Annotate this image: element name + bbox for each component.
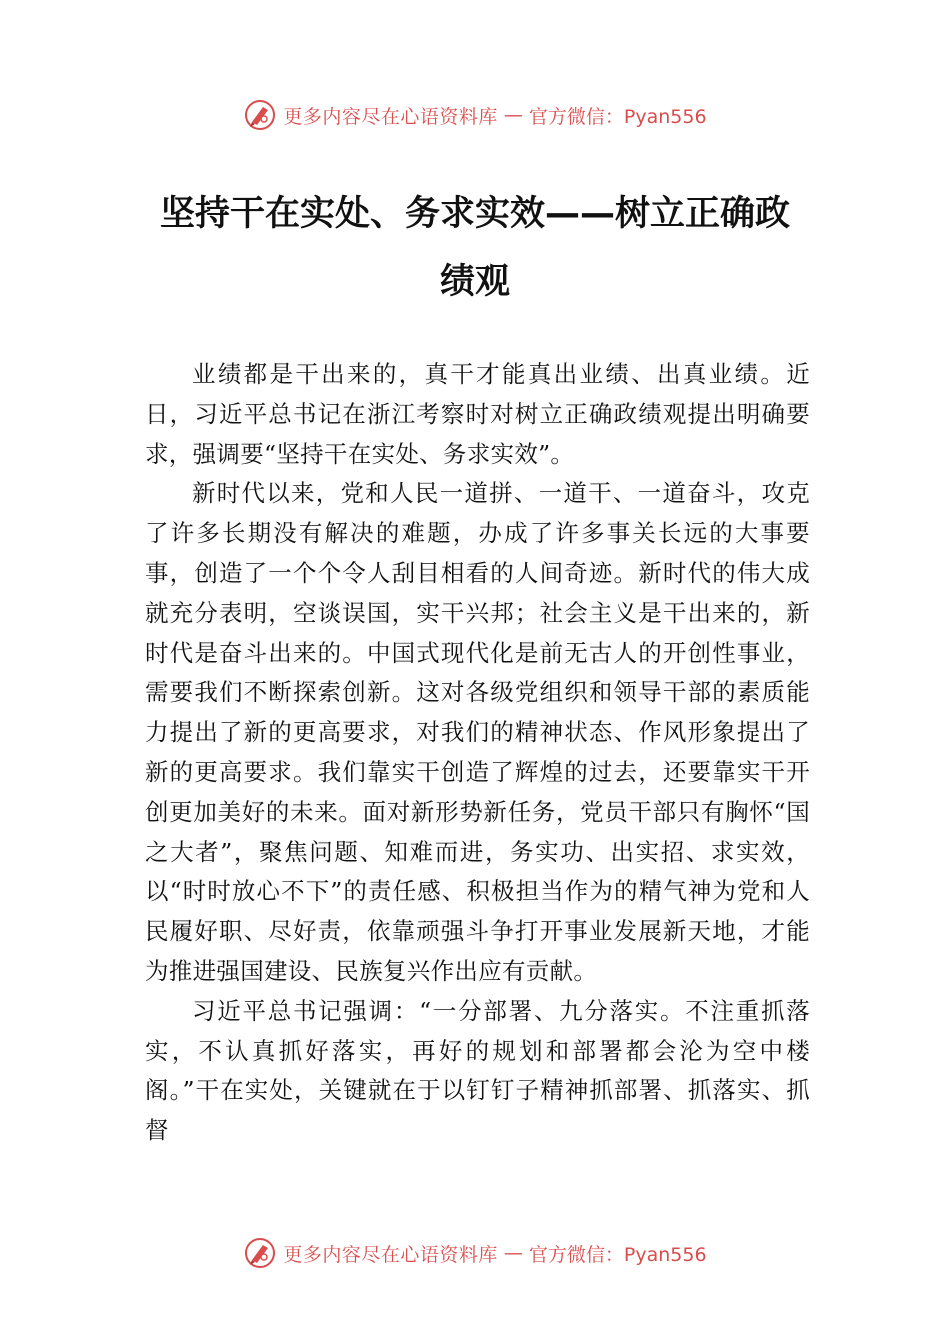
pen-nib-logo-icon	[243, 1236, 277, 1270]
paragraph-2: 新时代以来，党和人民一道拼、一道干、一道奋斗，攻克了许多长期没有解决的难题，办成了许多事关长远的大事要事，创造了一个个令人刮目相看的人间奇迹。新时代的伟大成就充分表明，空谈误国，实干兴邦；社会主义是干出来的，新时代是奋斗出来的。中国式现代化是前无古人的开创性事业，需要我们不断探索创新。这对各级党组织和领导干部的素质能力提出了新的更高要求，对我们的精神状态、作风形象提出了新的更高要求。我们靠实干创造了辉煌的过去，还要靠实干开创更加美好的未来。面对新形势新任务，党员干部只有胸怀“国之大者”，聚焦问题、知难而进，务实功、出实招、求实效，以“时时放心不下”的责任感、积极担当作为的精气神为党和人民履好职、尽好责，依靠顽强斗争打开事业发展新天地，才能为推进强国建设、民族复兴作出应有贡献。	[145, 479, 810, 985]
header-site-text: 更多内容尽在心语资料库	[283, 105, 498, 128]
footer-site-text: 更多内容尽在心语资料库	[283, 1243, 498, 1266]
paragraph-1: 业绩都是干出来的，真干才能真出业绩、出真业绩。近日，习近平总书记在浙江考察时对树立正确政绩观提出明确要求，强调要“坚持干在实处、务求实效”。	[145, 360, 810, 468]
header-separator: —	[503, 104, 523, 126]
document-body	[145, 355, 810, 1151]
pen-nib-logo-icon	[243, 98, 277, 132]
footer-separator: —	[503, 1242, 523, 1264]
paragraph-3: 习近平总书记强调：“一分部署、九分落实。不注重抓落实，不认真抓好落实，再好的规划和部署都会沦为空中楼阁。”干在实处，关键就在于以钉钉子精神抓部署、抓落实、抓督	[145, 996, 810, 1145]
footer-wechat-label: 官方微信：Pyan556	[528, 1243, 707, 1266]
document-title-line2: 绩观	[439, 262, 510, 302]
header-wechat-label: 官方微信：Pyan556	[528, 105, 707, 128]
document-title-line1: 坚持干在实处、务求实效——树立正确政	[159, 194, 790, 234]
footer-banner	[0, 1233, 950, 1273]
header-banner	[0, 95, 950, 135]
